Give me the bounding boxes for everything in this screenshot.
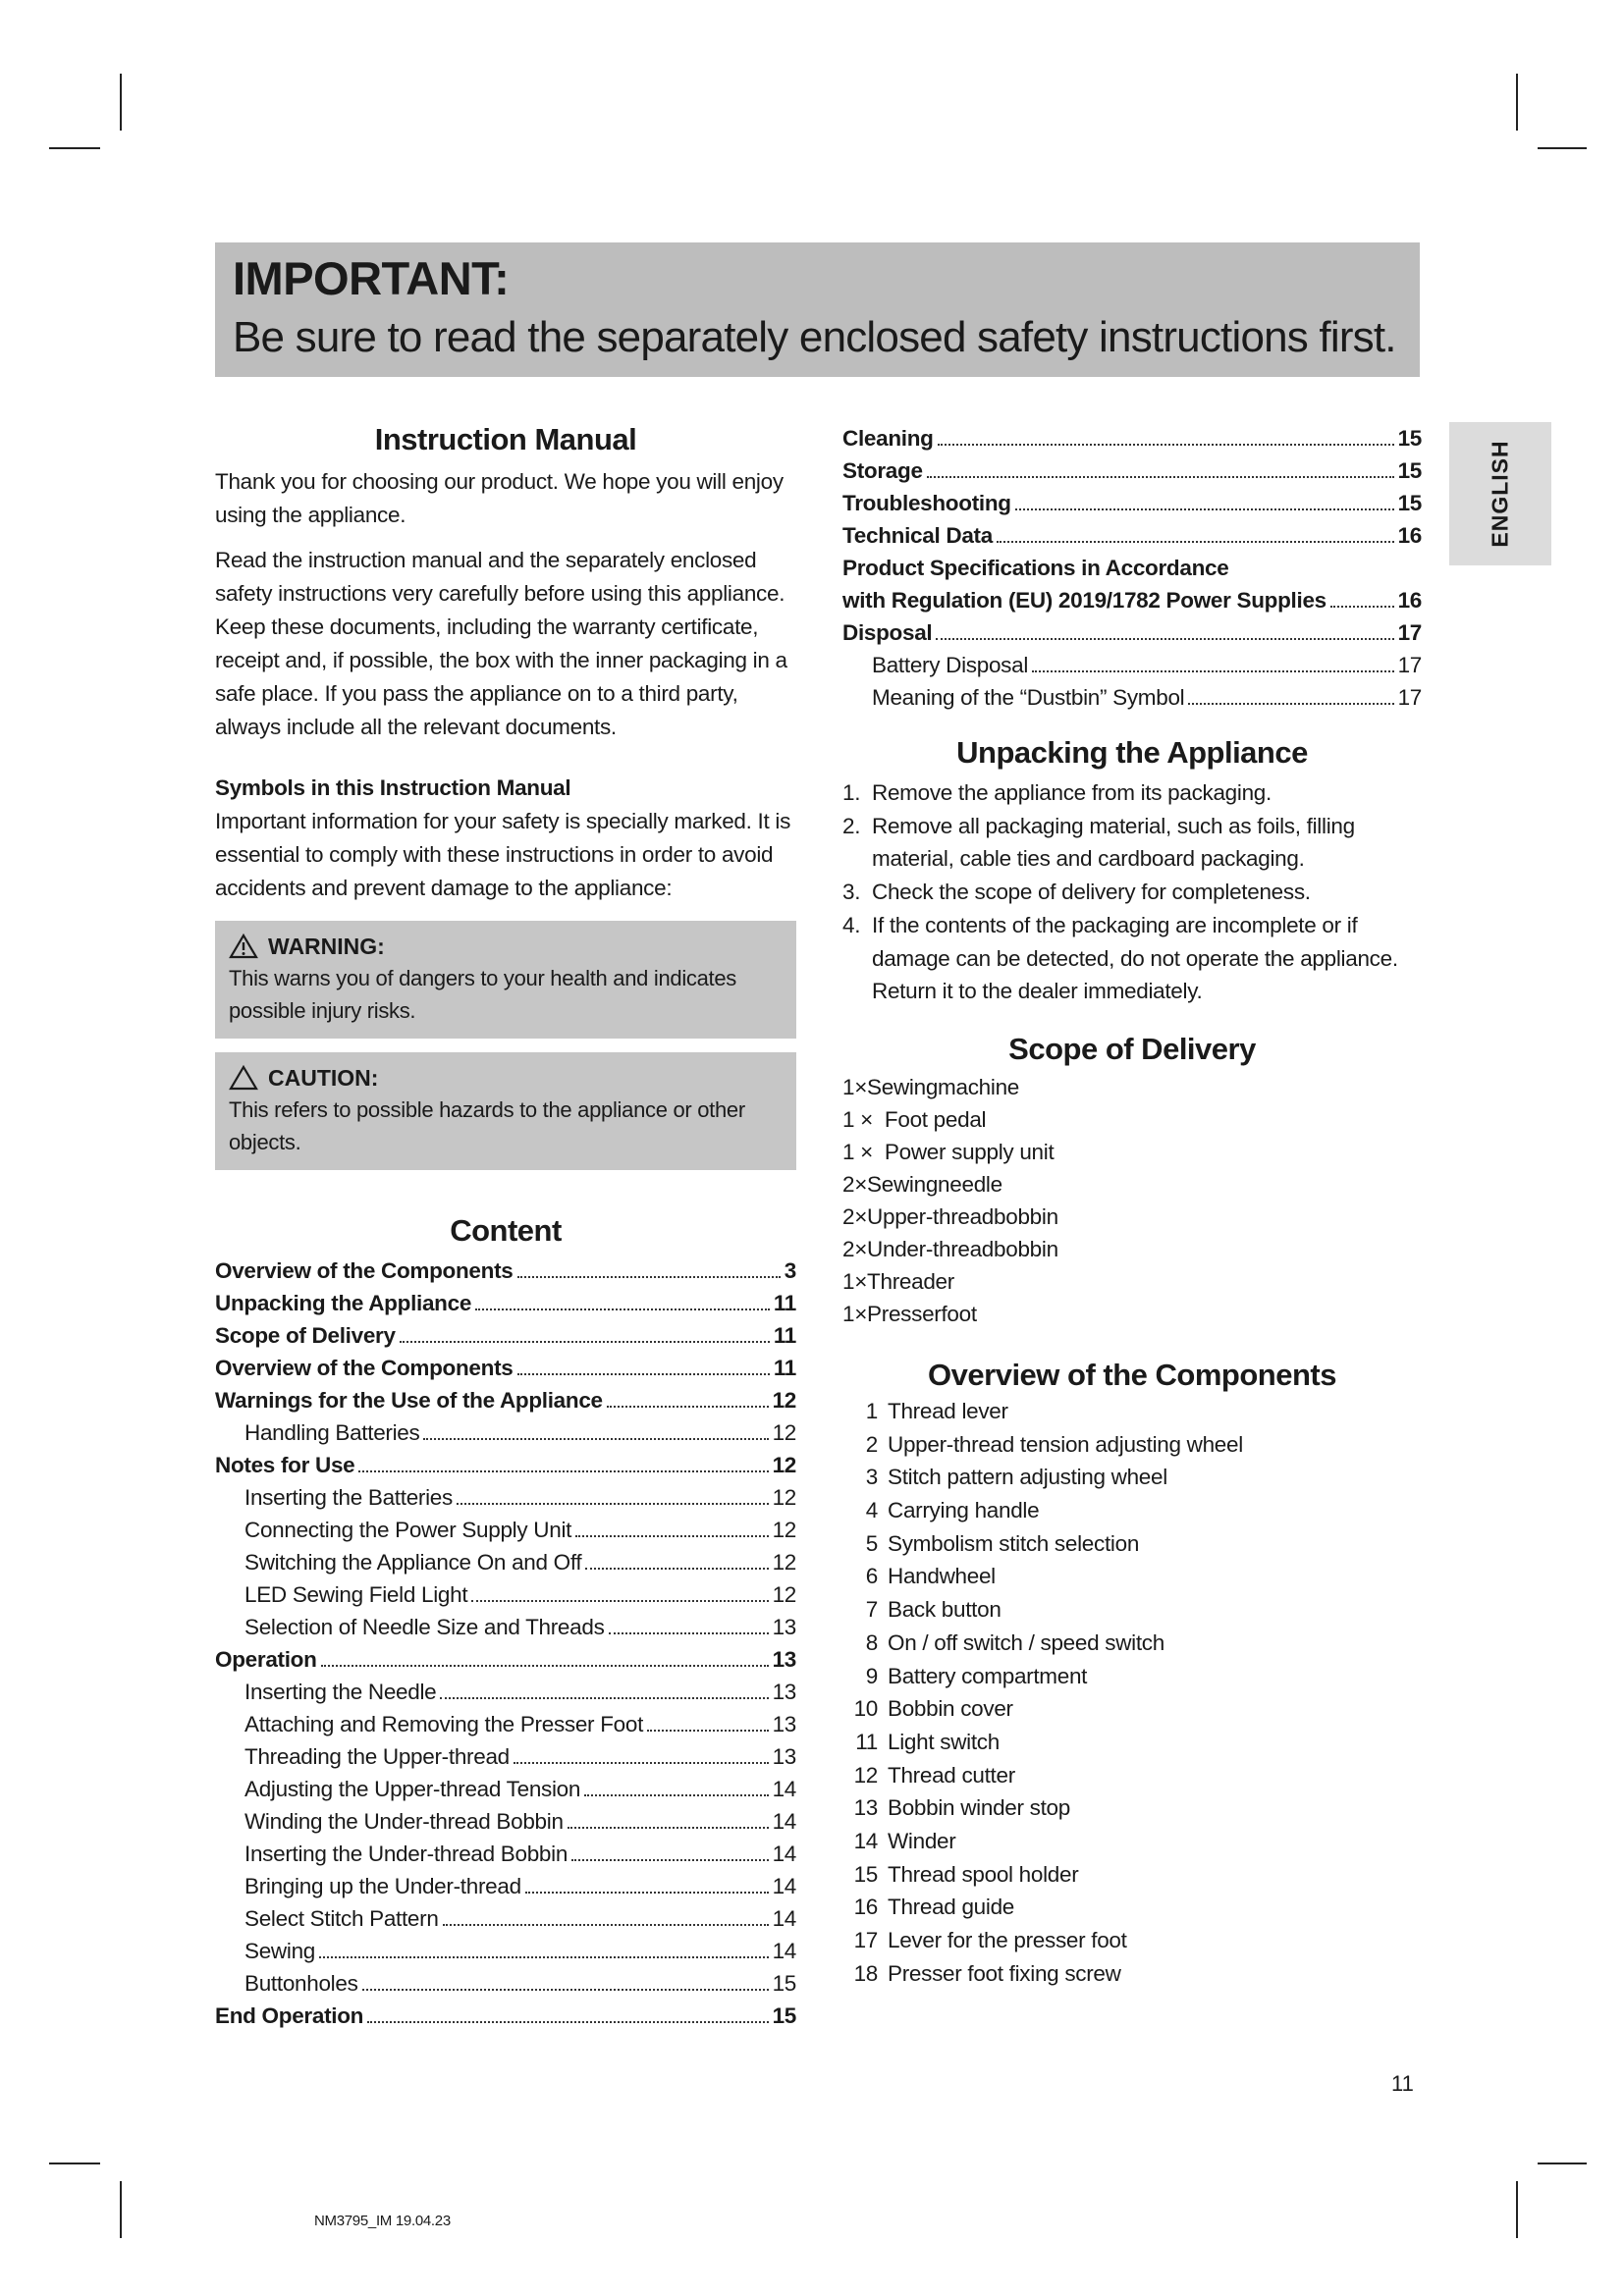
component-item [842, 1726, 1422, 1759]
toc-entry-page: 14 [772, 1874, 796, 1898]
intro-paragraph: Thank you for choosing our product. We hope you will enjoy using the appliance. [215, 469, 784, 527]
list-item-number: 2 [865, 1431, 878, 1457]
toc-leader-dots [514, 1762, 769, 1764]
caution-title-row [229, 1062, 783, 1094]
list-item-text: Lever for the presser foot [888, 1928, 1127, 1953]
toc-entry-label: Operation [215, 1647, 317, 1672]
toc-entry-label: Unpacking the Appliance [215, 1291, 472, 1315]
list-item-text: Remove the appliance from its packaging. [872, 780, 1272, 805]
list-item-text: Handwheel [888, 1564, 996, 1589]
list-item-text: Light switch [888, 1729, 1000, 1754]
warning-title: WARNING: [268, 934, 385, 959]
list-item-number: 8 [865, 1629, 878, 1655]
toc-entry [215, 1967, 796, 2000]
toc-entry-page: 12 [772, 1388, 796, 1413]
list-item-number: 1 [865, 1398, 878, 1423]
caution-text: This refers to possible hazards to the appliance or other objects. [229, 1097, 745, 1154]
toc-entry [215, 1838, 796, 1870]
toc-entry-page: 11 [773, 1323, 796, 1348]
list-item-number: 17 [853, 1928, 878, 1953]
toc-entry-label: Storage [842, 458, 923, 483]
toc-entry-label: End Operation [215, 2003, 364, 2028]
toc-leader-dots [525, 1892, 769, 1894]
table-of-contents-right [842, 422, 1422, 552]
toc-entry-page: 12 [772, 1453, 796, 1477]
toc-entry-page: 13 [772, 1744, 796, 1769]
toc-entry-page: 11 [773, 1291, 796, 1315]
scope-items [842, 1071, 1422, 1330]
toc-leader-dots [997, 541, 1394, 543]
caution-box [215, 1052, 796, 1170]
toc-leader-dots [319, 1956, 769, 1958]
toc-entry [215, 1611, 796, 1643]
list-item-text: On / off switch / speed switch [888, 1629, 1164, 1655]
toc-entry [215, 1805, 796, 1838]
toc-leader-dots [1032, 670, 1394, 672]
toc-leader-dots [475, 1308, 770, 1310]
toc-entry-label: Notes for Use [215, 1453, 355, 1477]
list-item-number: 7 [865, 1597, 878, 1623]
list-item-text: Presser foot fixing screw [888, 1960, 1121, 1986]
instruction-manual-heading: Instruction Manual [374, 422, 637, 456]
toc-entry [215, 1578, 796, 1611]
list-item-text: Thread spool holder [888, 1861, 1079, 1887]
toc-entry [215, 1481, 796, 1514]
toc-entry-label: Technical Data [842, 523, 993, 548]
toc-entry [215, 1546, 796, 1578]
toc-leader-dots [517, 1373, 770, 1375]
toc-entry-page: 12 [772, 1485, 796, 1510]
toc-entry-label: Cleaning [842, 426, 934, 451]
list-item-number: 5 [865, 1530, 878, 1556]
component-item [842, 1593, 1422, 1627]
toc-leader-dots [321, 1665, 769, 1667]
toc-entry-page: 15 [1397, 458, 1422, 483]
toc-entry-label: Attaching and Removing the Presser Foot [244, 1712, 644, 1736]
scope-item: 1×Sewingmachine [842, 1074, 1019, 1099]
toc-entry-page: 17 [1397, 685, 1422, 710]
toc-entry [842, 422, 1422, 454]
toc-entry [842, 649, 1422, 681]
toc-entry-page: 12 [772, 1518, 796, 1542]
warning-text: This warns you of dangers to your health and indicates possible injury risks. [229, 966, 736, 1023]
component-item [842, 1825, 1422, 1858]
toc-entry-label: Bringing up the Under-thread [244, 1874, 521, 1898]
toc-entry-label: Inserting the Batteries [244, 1485, 453, 1510]
crop-mark [49, 147, 100, 149]
toc-entry [842, 519, 1422, 552]
component-item [842, 1759, 1422, 1792]
list-item-text: Thread cutter [888, 1762, 1015, 1788]
toc-entry-page: 12 [772, 1420, 796, 1445]
warning-box [215, 921, 796, 1039]
component-item [842, 1627, 1422, 1660]
toc-entry [842, 454, 1422, 487]
list-item-number: 10 [853, 1696, 878, 1722]
toc-leader-dots [457, 1503, 769, 1505]
list-item-text: Stitch pattern adjusting wheel [888, 1465, 1167, 1490]
list-item-number: 6 [865, 1564, 878, 1589]
toc-entry-label: Inserting the Under-thread Bobbin [244, 1842, 568, 1866]
toc-entry-label: Warnings for the Use of the Appliance [215, 1388, 603, 1413]
toc-entry-label: Inserting the Needle [244, 1680, 437, 1704]
toc-entry-label: Selection of Needle Size and Threads [244, 1615, 605, 1639]
toc-entry-page: 13 [772, 1647, 796, 1672]
toc-entry-label: Connecting the Power Supply Unit [244, 1518, 572, 1542]
toc-leader-dots [517, 1276, 781, 1278]
symbols-paragraph: Important information for your safety is specially marked. It is essential to comply with these instructions in order to avoid accidents and prevent damage to the appliance: [215, 809, 791, 900]
toc-entry-label: Meaning of the “Dustbin” Symbol [872, 685, 1185, 710]
toc-entry-label: Adjusting the Upper-thread Tension [244, 1777, 581, 1801]
toc-entry [215, 1676, 796, 1708]
toc-leader-dots [1330, 606, 1394, 608]
components-list [842, 1395, 1422, 1991]
scope-item: 1×Presserfoot [842, 1301, 977, 1326]
important-banner [215, 242, 1420, 377]
list-item-text: Remove all packaging material, such as foils, filling material, cable ties and cardboard packaging. [872, 813, 1355, 872]
component-item [842, 1660, 1422, 1693]
toc-entry [215, 1643, 796, 1676]
toc-entry-label: Handling Batteries [244, 1420, 420, 1445]
toc-leader-dots [927, 476, 1394, 478]
unpacking-steps [842, 776, 1422, 1008]
page-number: 11 [1391, 2071, 1414, 2096]
toc-entry-label: Switching the Appliance On and Off [244, 1550, 582, 1575]
toc-entry-label: Overview of the Components [215, 1356, 514, 1380]
list-item-number: 3 [865, 1465, 878, 1490]
scope-item: 2×Sewingneedle [842, 1171, 1002, 1197]
banner-title: IMPORTANT: [233, 252, 510, 304]
toc-entry [215, 1708, 796, 1740]
symbols-heading: Symbols in this Instruction Manual [215, 775, 571, 800]
toc-entry-page: 13 [772, 1680, 796, 1704]
toc-entry-label: Threading the Upper-thread [244, 1744, 510, 1769]
list-item-text: Check the scope of delivery for completeness. [872, 880, 1311, 905]
unpacking-step [842, 909, 1422, 1008]
scope-item: 2×Upper-threadbobbin [842, 1203, 1058, 1229]
toc-entry-label: Battery Disposal [872, 653, 1029, 677]
crop-mark [1538, 147, 1587, 149]
footer-code: NM3795_IM 19.04.23 [314, 2213, 451, 2229]
toc-entry [215, 1773, 796, 1805]
toc-entry [215, 1902, 796, 1935]
left-column [215, 422, 796, 2032]
toc-entry [215, 1935, 796, 1967]
toc-entry [215, 1384, 796, 1416]
toc-leader-dots [423, 1438, 768, 1440]
component-item [842, 1891, 1422, 1924]
toc-entry [215, 1287, 796, 1319]
toc-leader-dots [1015, 508, 1394, 510]
list-item-number: 18 [853, 1960, 878, 1986]
toc-leader-dots [362, 1989, 769, 1991]
toc-entry-page: 12 [772, 1550, 796, 1575]
toc-entry-page: 16 [1397, 588, 1422, 613]
unpacking-heading: Unpacking the Appliance [956, 735, 1308, 770]
list-item-text: Bobbin winder stop [888, 1795, 1070, 1821]
toc-entry-page: 14 [772, 1842, 796, 1866]
language-tab [1449, 422, 1551, 565]
toc-entry [215, 1319, 796, 1352]
toc-leader-dots [647, 1730, 769, 1732]
toc-entry-page: 13 [772, 1712, 796, 1736]
crop-mark [1538, 2163, 1587, 2164]
toc-entry-label: Disposal [842, 620, 933, 645]
list-item-text: Upper-thread tension adjusting wheel [888, 1431, 1243, 1457]
toc-entry [842, 681, 1422, 714]
toc-leader-dots [607, 1406, 769, 1408]
toc-entry [215, 1416, 796, 1449]
toc-entry-page: 14 [772, 1939, 796, 1963]
toc-entry-page: 13 [772, 1615, 796, 1639]
list-item-text: Thread lever [888, 1398, 1008, 1423]
unpacking-step [842, 776, 1422, 810]
list-item-number: 13 [853, 1795, 878, 1821]
toc-leader-dots [571, 1859, 769, 1861]
list-item-number: 14 [853, 1829, 878, 1854]
list-item-text: Battery compartment [888, 1663, 1088, 1688]
component-item [842, 1692, 1422, 1726]
toc-entry-page: 14 [772, 1809, 796, 1834]
toc-entry-page: 16 [1397, 523, 1422, 548]
toc-leader-dots [584, 1794, 768, 1796]
unpacking-step [842, 876, 1422, 909]
list-item-text: Thread guide [888, 1895, 1014, 1920]
scope-item: 1 × Foot pedal [842, 1106, 987, 1132]
toc-entry [215, 1740, 796, 1773]
scope-heading: Scope of Delivery [1008, 1031, 1256, 1066]
toc-entry-page: 17 [1397, 620, 1422, 645]
warning-title-row [229, 931, 783, 962]
toc-entry-label: Overview of the Components [215, 1258, 514, 1283]
table-of-contents-right-cont [842, 584, 1422, 714]
toc-entry-page: 3 [784, 1258, 796, 1283]
toc-entry [215, 1514, 796, 1546]
component-item [842, 1858, 1422, 1892]
read-manual-paragraph: Read the instruction manual and the separately enclosed safety instructions very carefully before using this appliance. Keep these documents, including the warranty certificate, receipt and, if possible, the box with the inner packaging in a safe place. If you pass the appliance on to a third party, always include all the relevant documents. [215, 548, 787, 739]
toc-entry-page: 14 [772, 1906, 796, 1931]
list-item-number: 4 [865, 1498, 878, 1523]
list-item-text: If the contents of the packaging are incomplete or if damage can be detected, do not operate the appliance. Return it to the dealer immediately. [872, 912, 1398, 1004]
list-item-text: Winder [888, 1829, 956, 1854]
right-column [842, 422, 1422, 1991]
toc-leader-dots [575, 1535, 768, 1537]
toc-leader-dots [358, 1470, 768, 1472]
toc-leader-dots [400, 1341, 770, 1343]
list-item-number: 2. [842, 813, 861, 838]
toc-entry-page: 15 [772, 1971, 796, 1996]
crop-mark [120, 74, 122, 131]
list-item-text: Bobbin cover [888, 1696, 1013, 1722]
toc-entry [215, 1870, 796, 1902]
scope-item: 1×Threader [842, 1268, 954, 1294]
list-item-text: Carrying handle [888, 1498, 1040, 1523]
list-item-text: Symbolism stitch selection [888, 1530, 1140, 1556]
list-item-number: 4. [842, 912, 861, 937]
toc-leader-dots [936, 638, 1393, 640]
list-item-number: 1. [842, 780, 861, 805]
toc-entry-label: Winding the Under-thread Bobbin [244, 1809, 564, 1834]
crop-mark [120, 2181, 122, 2238]
toc-entry-label: Troubleshooting [842, 491, 1011, 515]
toc-leader-dots [585, 1568, 768, 1570]
components-heading: Overview of the Components [928, 1357, 1336, 1392]
toc-entry-label: with Regulation (EU) 2019/1782 Power Supplies [842, 588, 1326, 613]
toc-leader-dots [609, 1632, 769, 1634]
toc-entry [842, 487, 1422, 519]
crop-mark [1516, 74, 1518, 131]
list-item-number: 11 [855, 1729, 878, 1754]
content-heading: Content [450, 1213, 562, 1248]
toc-entry [215, 2000, 796, 2032]
toc-entry [842, 584, 1422, 616]
list-item-number: 9 [865, 1663, 878, 1688]
toc-leader-dots [471, 1600, 768, 1602]
language-tab-label: ENGLISH [1487, 440, 1513, 548]
scope-item: 1 × Power supply unit [842, 1139, 1055, 1164]
caution-triangle-icon [229, 1065, 258, 1091]
toc-entry-page: 11 [773, 1356, 796, 1380]
toc-entry-label: Select Stitch Pattern [244, 1906, 439, 1931]
toc-entry-label: Scope of Delivery [215, 1323, 396, 1348]
caution-title: CAUTION: [268, 1065, 379, 1091]
toc-leader-dots [367, 2021, 768, 2023]
toc-entry-label: Buttonholes [244, 1971, 358, 1996]
toc-entry-label: Product Specifications in Accordance [842, 556, 1229, 580]
component-item [842, 1527, 1422, 1561]
toc-leader-dots [568, 1827, 769, 1829]
toc-leader-dots [443, 1924, 769, 1926]
toc-entry-page: 15 [772, 2003, 796, 2028]
toc-entry-page: 15 [1397, 426, 1422, 451]
table-of-contents-left [215, 1255, 796, 2032]
list-item-number: 15 [853, 1861, 878, 1887]
toc-entry [215, 1449, 796, 1481]
toc-entry-label: Sewing [244, 1939, 315, 1963]
toc-leader-dots [440, 1697, 768, 1699]
toc-entry-page: 12 [772, 1582, 796, 1607]
list-item-number: 16 [853, 1895, 878, 1920]
component-item [842, 1494, 1422, 1527]
list-item-number: 12 [853, 1762, 878, 1788]
list-item-text: Back button [888, 1597, 1001, 1623]
component-item [842, 1395, 1422, 1428]
toc-leader-dots [1188, 703, 1393, 705]
toc-entry [215, 1352, 796, 1384]
toc-entry [215, 1255, 796, 1287]
warning-triangle-icon [229, 934, 258, 959]
toc-entry-page: 17 [1397, 653, 1422, 677]
crop-mark [49, 2163, 100, 2164]
component-item [842, 1924, 1422, 1957]
toc-entry [842, 616, 1422, 649]
component-item [842, 1461, 1422, 1494]
component-item [842, 1957, 1422, 1991]
component-item [842, 1791, 1422, 1825]
component-item [842, 1560, 1422, 1593]
banner-subtitle: Be sure to read the separately enclosed safety instructions first. [233, 313, 1396, 361]
toc-entry-label: LED Sewing Field Light [244, 1582, 468, 1607]
list-item-number: 3. [842, 880, 861, 905]
toc-entry-page: 15 [1397, 491, 1422, 515]
component-item [842, 1428, 1422, 1462]
toc-entry-page: 14 [772, 1777, 796, 1801]
unpacking-step [842, 810, 1422, 876]
scope-item: 2×Under-threadbobbin [842, 1236, 1058, 1261]
crop-mark [1516, 2181, 1518, 2238]
toc-leader-dots [938, 444, 1394, 446]
